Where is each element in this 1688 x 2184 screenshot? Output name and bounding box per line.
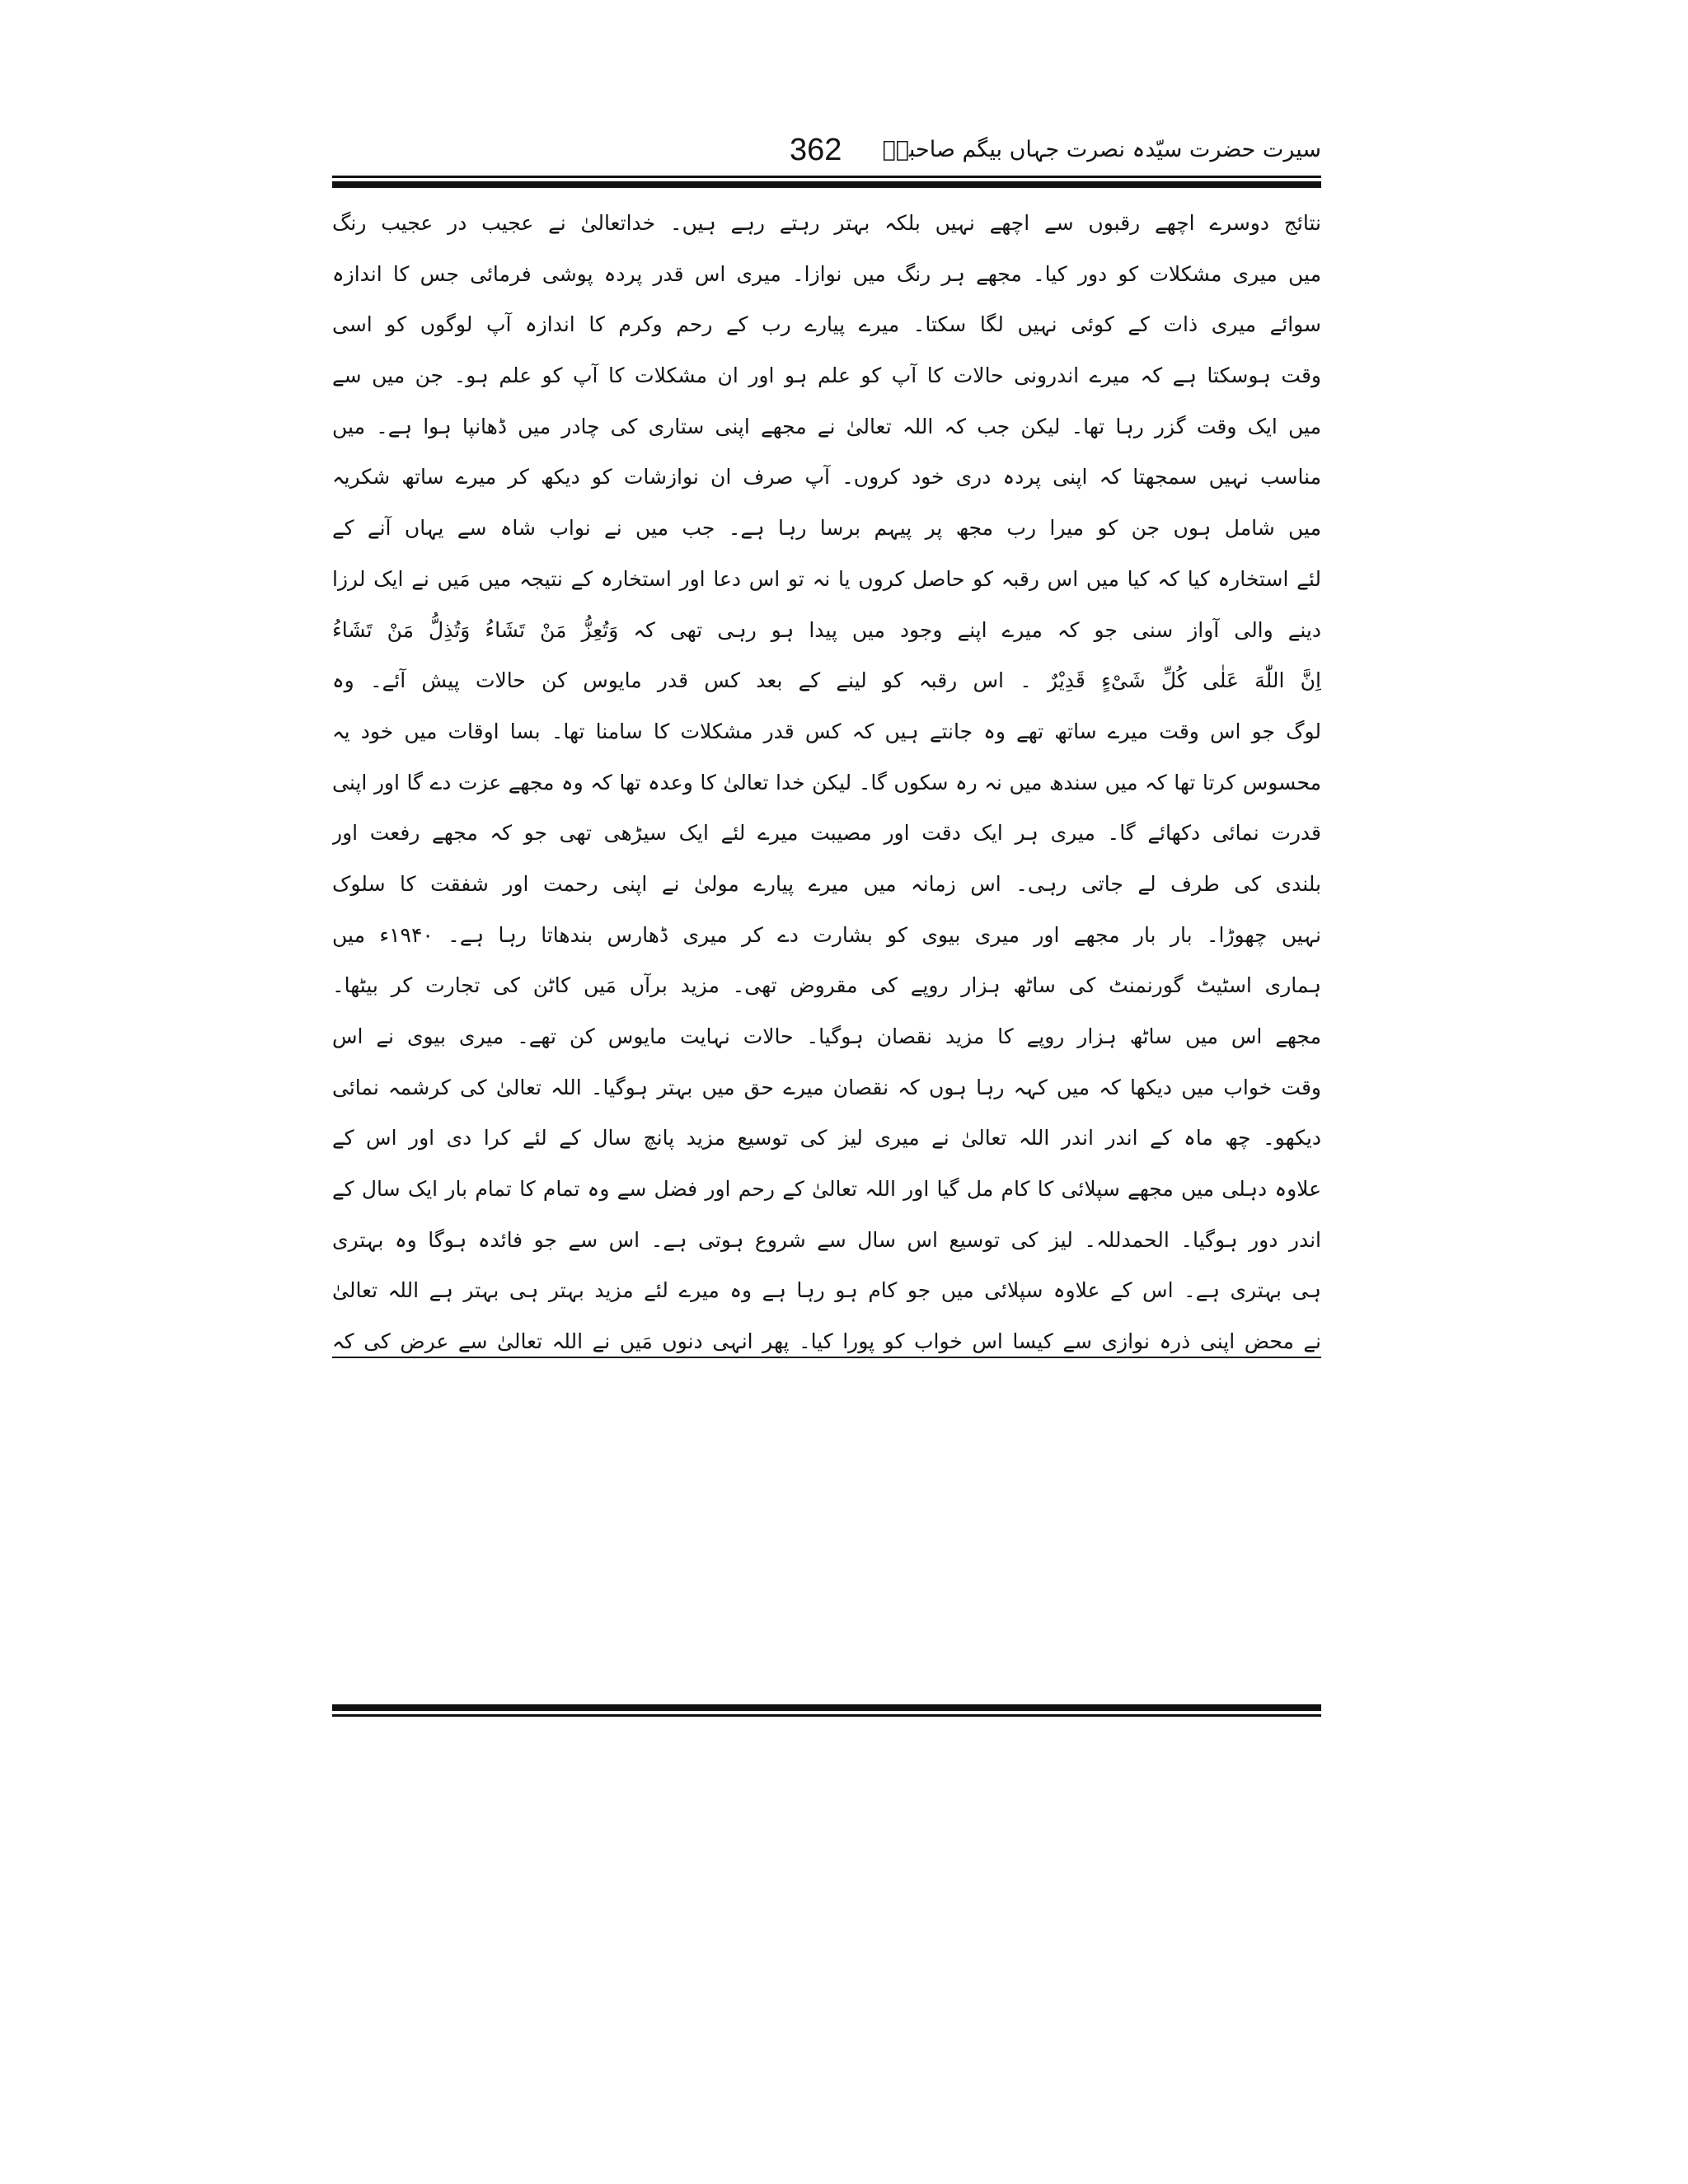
text-line: دینے والی آواز سنی جو کہ میرے اپنے وجود میں پیدا ہو رہی تھی کہ وَتُعِزُّ مَنْ تَشَاءُ وَتُذِلُّ مَنْ تَشَاءُ (332, 617, 1321, 642)
text-line: لئے استخارہ کیا کہ کیا میں اس رقبہ کو حاصل کروں یا نہ تو اس دعا اور استخارہ کے نتیجہ میں مَیں نے ایک لرزا (332, 566, 1321, 591)
footer-rule-thin (332, 1714, 1321, 1717)
footer-rule (332, 1704, 1321, 1717)
page-number: 362 (790, 133, 842, 167)
text-line: اندر دور ہوگیا۔ الحمدللہ۔ لیز کی توسیع اس سال سے شروع ہوتی ہے۔ اس سے جو فائدہ ہوگا وہ بہتری (332, 1227, 1321, 1252)
footer-rule-thick (332, 1704, 1321, 1711)
text-line: لوگ جو اس وقت میرے ساتھ تھے وہ جانتے ہیں کہ کس قدر مشکلات کا سامنا تھا۔ بسا اوقات میں خود یہ (332, 719, 1321, 743)
text-line: سوائے میری ذات کے کوئی نہیں لگا سکتا۔ میرے پیارے رب کے رحم وکرم کا اندازہ آپ لوگوں کو اسی (332, 312, 1321, 337)
text-line: اِنَّ اللّٰهَ عَلٰی كُلِّ شَیْءٍ قَدِیْرٌ ۔ اس رقبہ کو لینے کے بعد کس قدر مایوس کن حالات پیش آئے۔ وہ (332, 668, 1321, 693)
text-line: محسوس کرتا تھا کہ میں سندھ میں نہ رہ سکوں گا۔ لیکن خدا تعالیٰ کا وعدہ تھا کہ وہ مجھے عزت دے گا اور اپنی (332, 770, 1321, 794)
header-rule-thick (332, 181, 1321, 188)
header-rule-thin (332, 176, 1321, 178)
text-line: مجھے اس میں ساٹھ ہزار روپے کا مزید نقصان ہوگیا۔ حالات نہایت مایوس کن تھے۔ میری بیوی نے اس (332, 1024, 1321, 1048)
text-line: دیکھو۔ چھ ماہ کے اندر اندر اللہ تعالیٰ نے میری لیز کی توسیع مزید پانچ سال کے لئے کرا دی اور اس کے (332, 1126, 1321, 1151)
text-line: نہیں چھوڑا۔ بار بار مجھے اور میری بیوی کو بشارت دے کر میری ڈھارس بندھاتا رہا ہے۔ ۱۹۴۰ء میں (332, 922, 1321, 947)
header-rule (332, 176, 1321, 188)
text-line: مناسب نہیں سمجھتا کہ اپنی پردہ دری خود کروں۔ آپ صرف ان نوازشات کو دیکھ کر میرے ساتھ شکریہ (332, 465, 1321, 490)
running-title: سیرت حضرت سیّدہ نصرت جہاں بیگم صاحبہؓ (882, 137, 1321, 162)
page-header (332, 132, 1321, 173)
text-line: ہی بہتری ہے۔ اس کے علاوہ سپلائی میں جو کام ہو رہا ہے وہ میرے لئے مزید بہتر ہی بہتر ہے اللہ تعالیٰ (332, 1278, 1321, 1303)
text-line: ہماری اسٹیٹ گورنمنٹ کی ساٹھ ہزار روپے کی مقروض تھی۔ مزید برآں مَیں کاٹن کی تجارت کر بیٹھا۔ (332, 973, 1321, 998)
text-line: بلندی کی طرف لے جاتی رہی۔ اس زمانہ میں میرے پیارے مولیٰ نے اپنی رحمت اور شفقت کا سلوک (332, 871, 1321, 896)
body-text (332, 198, 1321, 1367)
text-line: میں ایک وقت گزر رہا تھا۔ لیکن جب کہ اللہ تعالیٰ نے مجھے اپنی ستاری کی چادر میں ڈھانپا ہوا ہے۔ میں (332, 414, 1321, 438)
text-line: نتائج دوسرے اچھے رقبوں سے اچھے نہیں بلکہ بہتر رہتے رہے ہیں۔ خداتعالیٰ نے عجیب در عجیب رنگ (332, 211, 1321, 235)
text-line: قدرت نمائی دکھائے گا۔ میری ہر ایک دقت اور مصیبت میرے لئے ایک سیڑھی تھی جو کہ مجھے رفعت اور (332, 821, 1321, 846)
text-line: میں میری مشکلات کو دور کیا۔ مجھے ہر رنگ میں نوازا۔ میری اس قدر پردہ پوشی فرمائی جس کا اندازہ (332, 261, 1321, 286)
text-line: علاوہ دہلی میں مجھے سپلائی کا کام مل گیا اور اللہ تعالیٰ کے رحم اور فضل سے وہ تمام کا تمام بار ایک سال کے (332, 1177, 1321, 1202)
text-line: وقت خواب میں دیکھا کہ میں کہہ رہا ہوں کہ نقصان میرے حق میں بہتر ہوگیا۔ اللہ تعالیٰ کی کرشمہ نمائی (332, 1075, 1321, 1099)
text-line: نے محض اپنی ذرہ نوازی سے کیسا اس خواب کو پورا کیا۔ پھر انہی دنوں مَیں نے اللہ تعالیٰ سے عرض کی کہ (332, 1329, 1321, 1354)
text-line: وقت ہوسکتا ہے کہ میرے اندرونی حالات کا آپ کو علم ہو اور ان مشکلات کا آپ کو علم ہو۔ جن میں سے (332, 363, 1321, 388)
text-line: میں شامل ہوں جن کو میرا رب مجھ پر پیہم برسا رہا ہے۔ جب میں نے نواب شاہ سے یہاں آنے کے (332, 516, 1321, 541)
